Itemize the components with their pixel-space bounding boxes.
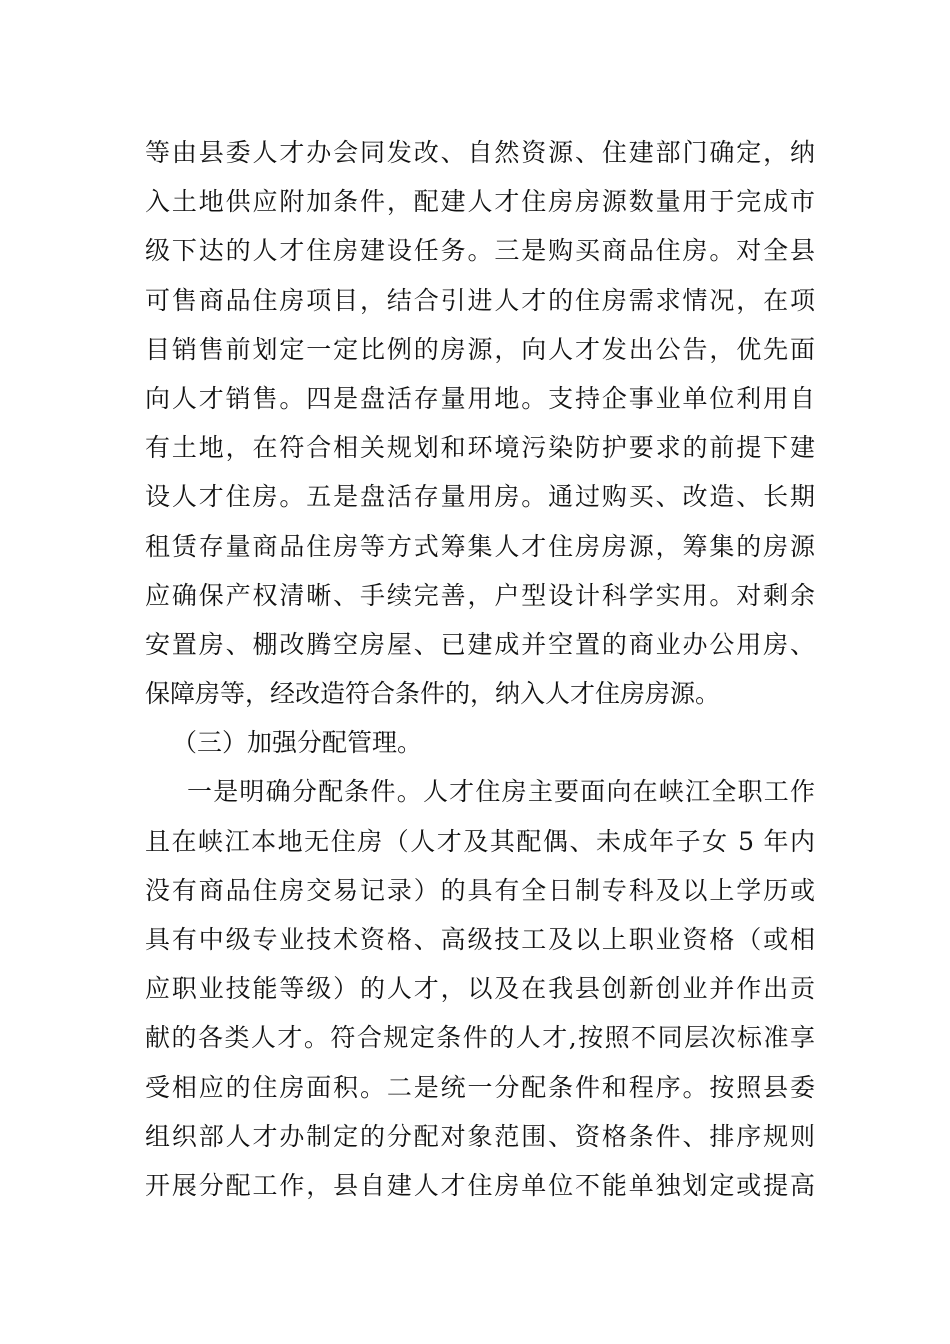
text-line: 组织部人才办制定的分配对象范围、资格条件、排序规则 — [145, 1121, 815, 1151]
section-heading: （三）加强分配管理。 — [172, 728, 423, 758]
text-line: 没有商品住房交易记录）的具有全日制专科及以上学历或 — [145, 875, 815, 905]
text-line: 级下达的人才住房建设任务。三是购买商品住房。对全县 — [145, 236, 815, 266]
text-line: 向人才销售。四是盘活存量用地。支持企事业单位利用自 — [145, 383, 815, 413]
text-line: 献的各类人才。符合规定条件的人才,按照不同层次标准享 — [145, 1023, 815, 1053]
text-line: 应职业技能等级）的人才，以及在我县创新创业并作出贡 — [145, 974, 815, 1004]
document-body — [145, 128, 815, 1210]
text-line: 一是明确分配条件。人才住房主要面向在峡江全职工作 — [187, 777, 815, 807]
text-line: 设人才住房。五是盘活存量用房。通过购买、改造、长期 — [145, 482, 815, 512]
text-line: 受相应的住房面积。二是统一分配条件和程序。按照县委 — [145, 1072, 815, 1102]
text-line: 目销售前划定一定比例的房源，向人才发出公告，优先面 — [145, 334, 815, 364]
text-line: 安置房、棚改腾空房屋、已建成并空置的商业办公用房、 — [145, 629, 815, 659]
text-line: 应确保产权清晰、手续完善，户型设计科学实用。对剩余 — [145, 580, 815, 610]
text-line: 入土地供应附加条件，配建人才住房房源数量用于完成市 — [145, 187, 815, 217]
text-line: 开展分配工作，县自建人才住房单位不能单独划定或提高 — [145, 1170, 815, 1200]
text-line: 具有中级专业技术资格、高级技工及以上职业资格（或相 — [145, 925, 815, 954]
text-line: 有土地，在符合相关规划和环境污染防护要求的前提下建 — [145, 433, 815, 463]
text-line: 可售商品住房项目，结合引进人才的住房需求情况，在项 — [145, 285, 815, 315]
text-line: 等由县委人才办会同发改、自然资源、住建部门确定，纳 — [145, 138, 815, 167]
text-line: 租赁存量商品住房等方式筹集人才住房房源，筹集的房源 — [145, 531, 815, 561]
text-line: 保障房等，经改造符合条件的，纳入人才住房房源。 — [145, 679, 721, 709]
text-line: 且在峡江本地无住房（人才及其配偶、未成年子女 5 年内 — [145, 826, 815, 856]
